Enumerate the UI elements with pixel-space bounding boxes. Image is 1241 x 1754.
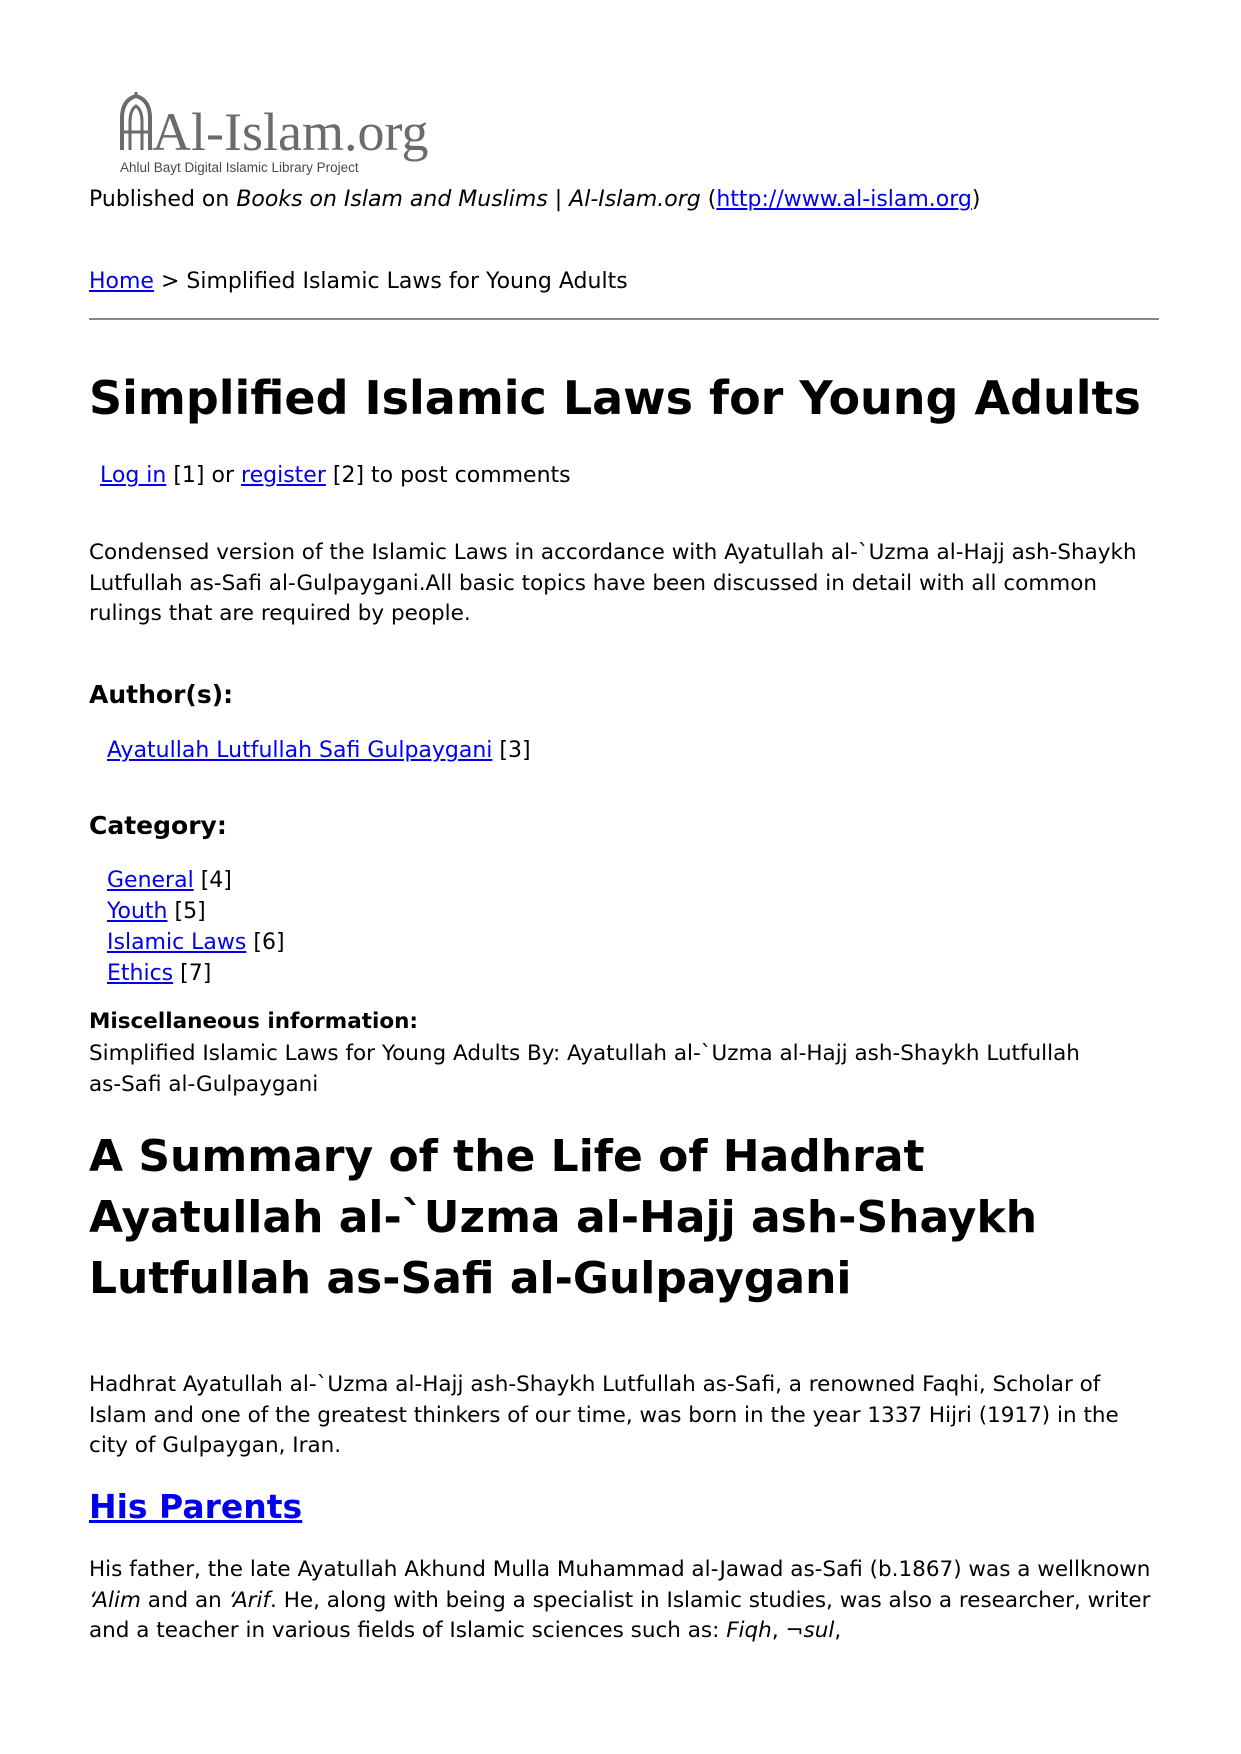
comment-login-line (100, 462, 571, 490)
category-link-youth[interactable]: Youth (107, 899, 168, 924)
header-divider (89, 318, 1159, 320)
category-ref: [4] (200, 868, 232, 893)
breadcrumb-home-link[interactable]: Home (89, 269, 154, 294)
term-usul: ¬sul (785, 1618, 835, 1643)
parents-paragraph (89, 1555, 1164, 1647)
published-open-paren: ( (707, 187, 717, 212)
or-text: or (211, 463, 235, 488)
parents-heading (89, 1487, 302, 1527)
category-ref: [5] (174, 899, 206, 924)
category-ref: [6] (253, 930, 285, 955)
term-arif: ‘Arif (228, 1587, 271, 1613)
term-fiqh: Fiqh (726, 1618, 772, 1643)
author-ref: [3] (499, 738, 531, 763)
author-item (107, 735, 531, 766)
breadcrumb (89, 268, 628, 296)
authors-label: Author(s): (89, 680, 234, 709)
intro-paragraph: Hadhrat Ayatullah al-`Uzma al-Hajj ash-Shaykh Lutfullah as-Safi, a renowned Faqhi, Scholar of Islam and one of the greatest thinkers of our time, was born in the year 1337 Hijri (1917) in the city of Gulpaygan, Iran. (89, 1372, 1119, 1458)
parents-text-5: , (834, 1618, 842, 1643)
published-site: Books on Islam and Muslims | Al-Islam.org (236, 187, 701, 212)
section-title: A Summary of the Life of Hadhrat Ayatullah al-`Uzma al-Hajj ash-Shaykh Lutfullah as-Safi al-Gulpaygani (89, 1131, 1038, 1304)
logo-tagline: Ahlul Bayt Digital Islamic Library Project (120, 160, 359, 175)
login-link[interactable]: Log in (100, 463, 167, 488)
site-logo-graphic (118, 92, 478, 180)
parents-text-1: His father, the late Ayatullah Akhund Mulla Muhammad al-Jawad as-Safi (b.1867) was a wellknown (89, 1557, 1151, 1582)
misc-info-label: Miscellaneous information: (89, 1009, 419, 1034)
category-item (107, 865, 285, 896)
parents-text-3: . He, along with being a specialist in Islamic studies, was also a researcher, writer and a teacher in various fields of Islamic sciences such as: (89, 1587, 1151, 1643)
category-label: Category: (89, 811, 227, 840)
logo-wordmark: Al-Islam.org (152, 102, 429, 162)
register-ref: [2] (332, 463, 365, 488)
parents-text-2: and an (140, 1587, 229, 1613)
category-link-ethics[interactable]: Ethics (107, 961, 174, 986)
published-line (89, 186, 980, 214)
category-item (107, 896, 285, 927)
post-comments-text: to post comments (371, 463, 571, 488)
author-link[interactable]: Ayatullah Lutfullah Safi Gulpaygani (107, 738, 493, 763)
breadcrumb-current: Simplified Islamic Laws for Young Adults (186, 269, 628, 294)
authors-list (107, 735, 531, 766)
category-link-general[interactable]: General (107, 868, 194, 893)
published-url-link[interactable]: http://www.al-islam.org (716, 187, 972, 212)
site-logo[interactable] (118, 92, 478, 180)
category-list (107, 865, 285, 989)
category-ref: [7] (180, 961, 212, 986)
register-link[interactable]: register (241, 463, 326, 488)
parents-heading-link[interactable]: His Parents (89, 1487, 303, 1526)
misc-info-text: Simplified Islamic Laws for Young Adults By: Ayatullah al-`Uzma al-Hajj ash-Shaykh Lutfullah as-Safi al-Gulpaygani (89, 1041, 1080, 1097)
published-close-paren: ) (971, 187, 981, 212)
parents-text-4: , (771, 1618, 786, 1643)
category-item (107, 958, 285, 989)
category-item (107, 927, 285, 958)
page-title: Simplified Islamic Laws for Young Adults (89, 371, 1141, 425)
term-alim: ‘Alim (89, 1587, 141, 1613)
published-prefix: Published on (89, 187, 230, 212)
login-ref: [1] (173, 463, 205, 488)
breadcrumb-separator: > (160, 269, 180, 294)
book-summary: Condensed version of the Islamic Laws in accordance with Ayatullah al-`Uzma al-Hajj ash-Shaykh Lutfullah as-Safi al-Gulpaygani.All basic topics have been discussed in detail with all common rulings that are required by people. (89, 540, 1137, 626)
category-link-islamic-laws[interactable]: Islamic Laws (107, 930, 247, 955)
